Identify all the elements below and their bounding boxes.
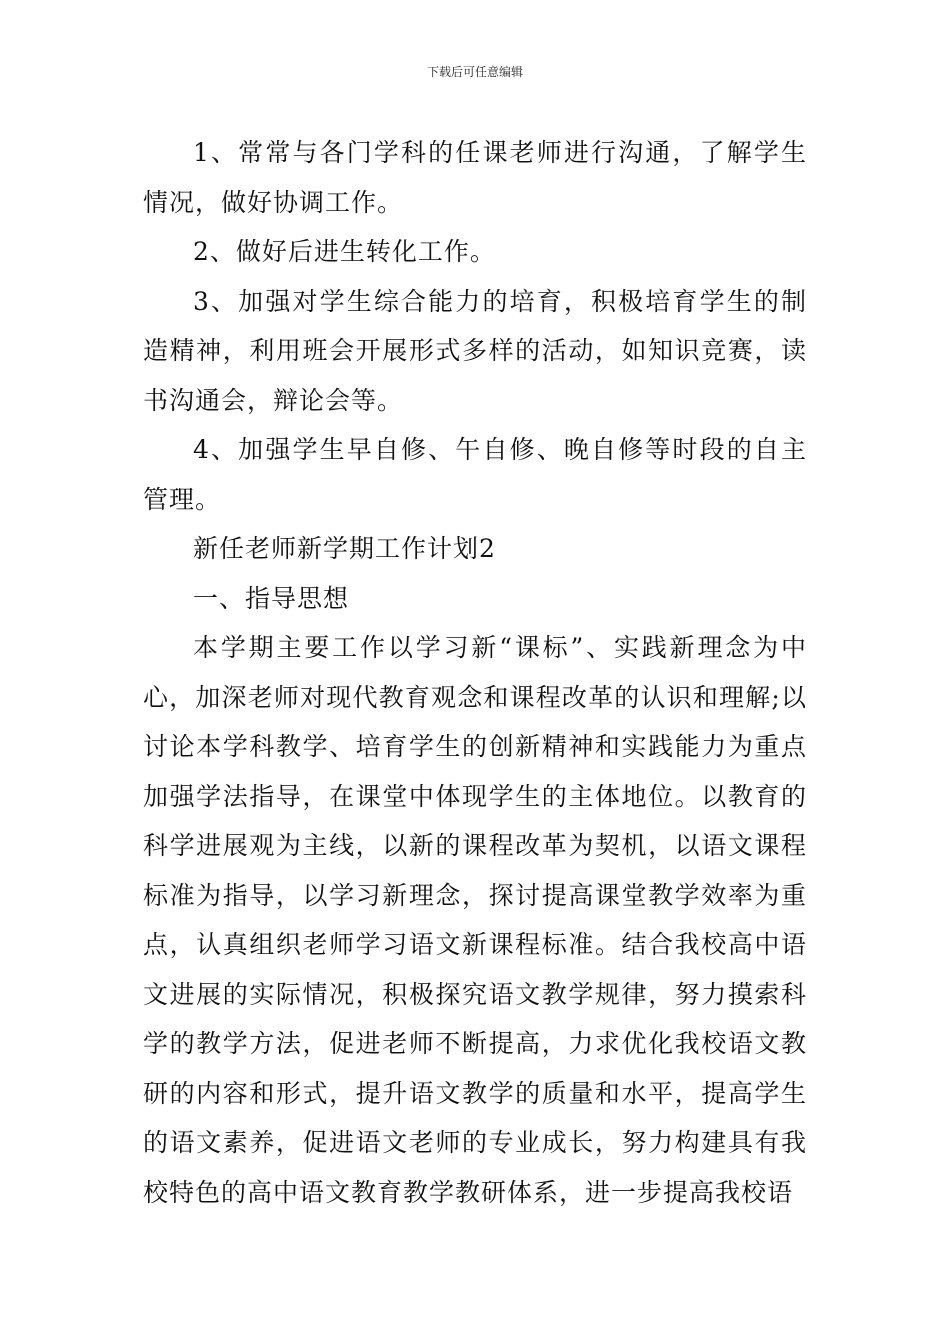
page-header: 下载后可任意编辑 [426,65,523,79]
paragraph-item-4: 4、加强学生早自修、午自修、晚自修等时段的自主管理。 [143,435,807,514]
paragraph-item-1: 1、常常与各门学科的任课老师进行沟通，了解学生情况，做好协调工作。 [143,138,807,217]
section-title: 新任老师新学期工作计划2 [193,534,496,563]
section-heading: 一、指导思想 [193,583,350,613]
document-body [143,128,807,1217]
paragraph-item-2: 2、做好后进生转化工作。 [193,237,496,266]
body-paragraph: 本学期主要工作以学习新“课标”、实践新理念为中心，加深老师对现代教育观念和课程改革的认识和理解;以讨论本学科教学、培育学生的创新精神和实践能力为重点加强学法指导，在课堂中体现学生的主体地位。以教育的科学进展观为主线，以新的课程改革为契机，以语文课程标准为指导，以学习新理念，探讨提高课堂教学效率为重点，认真组织老师学习语文新课程标准。结合我校高中语文进展的实际情况，积极探究语文教学规律，努力摸索科学的教学方法，促进老师不断提高，力求优化我校语文教研的内容和形式，提升语文教学的质量和水平，提高学生的语文素养，促进语文老师的专业成长，努力构建具有我校特色的高中语文教育教学教研体系，进一步提高我校语 [143,633,807,1207]
paragraph-item-3: 3、加强对学生综合能力的培育，积极培育学生的制造精神，利用班会开展形式多样的活动，如知识竞赛，读书沟通会，辩论会等。 [143,286,807,415]
